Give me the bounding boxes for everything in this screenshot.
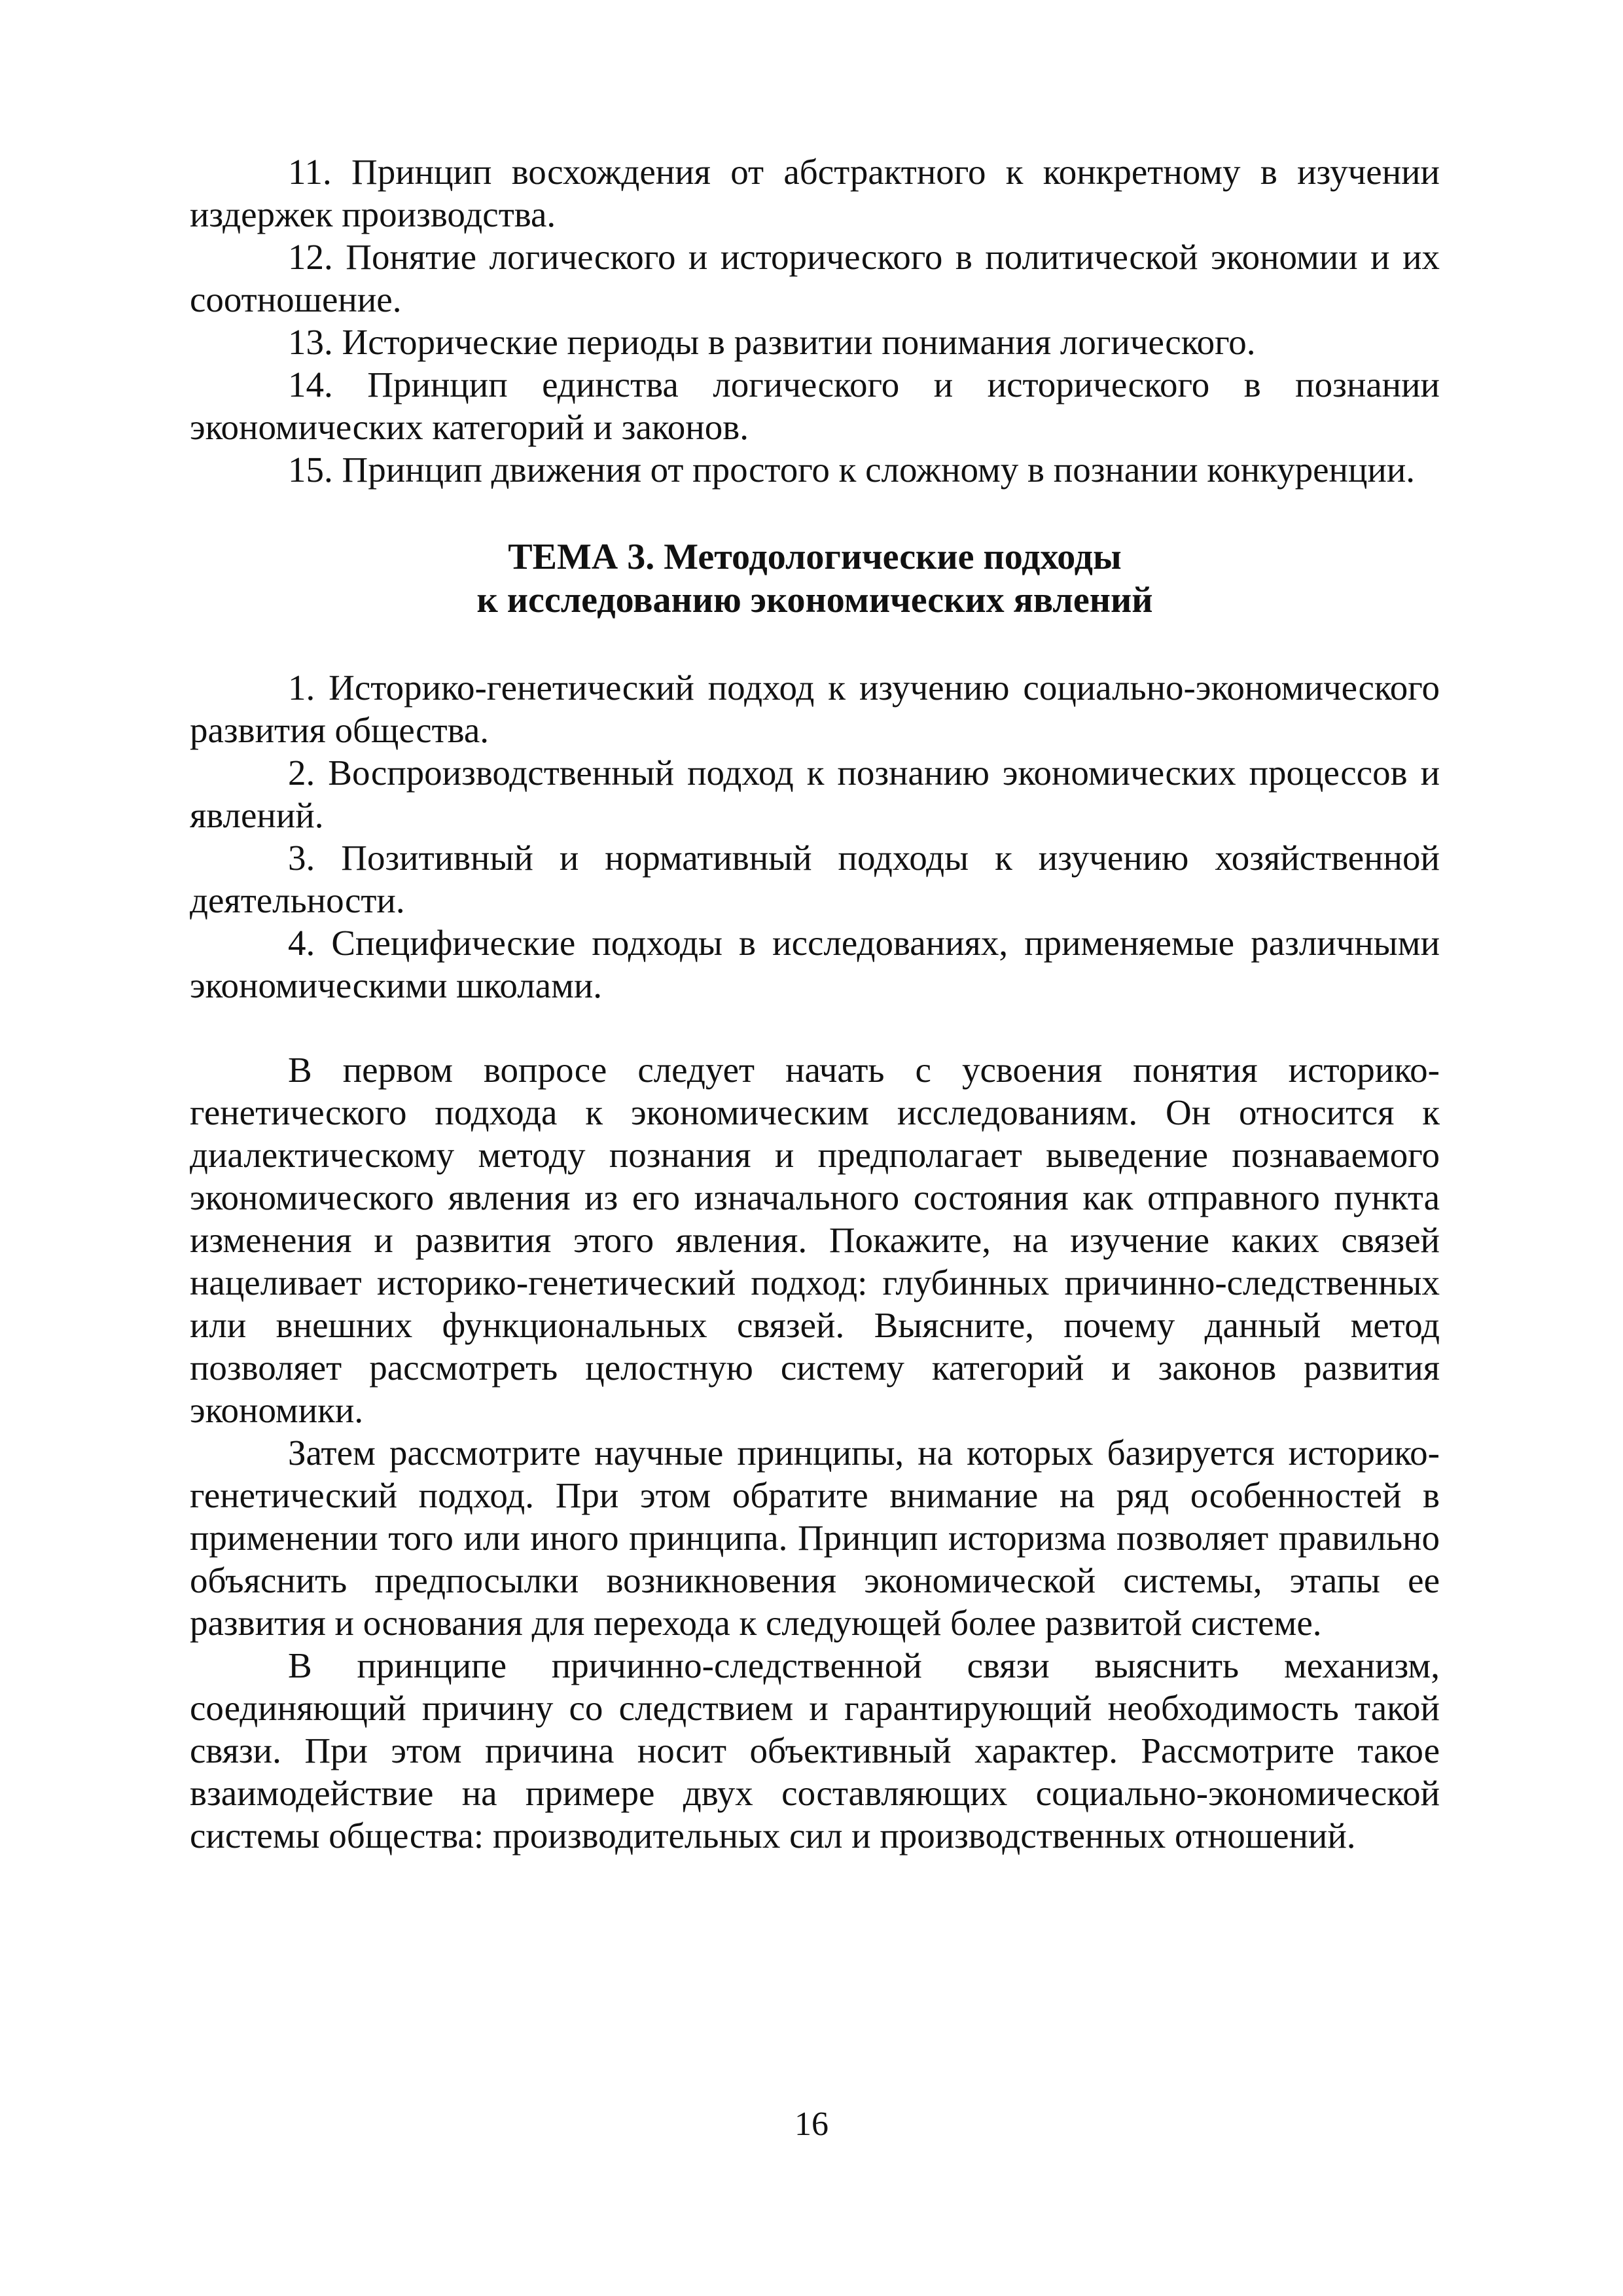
top-question-list bbox=[190, 151, 1440, 491]
list-item: 13. Исторические периоды в развитии понимания логического. bbox=[288, 322, 1256, 362]
list-item: 11. Принцип восхождения от абстрактного к конкретному в изучении издержек производства. bbox=[190, 152, 1440, 234]
list-item: 4. Специфические подходы в исследованиях, применяемые различными экономическими школами. bbox=[190, 923, 1440, 1005]
list-item: 14. Принцип единства логического и исторического в познании экономических категорий и законов. bbox=[190, 365, 1440, 447]
body-paragraph: В принципе причинно-следственной связи выяснить механизм, соединяющий причину со следствием и гарантирующий необходимость такой связи. При этом причина носит объективный характер. Рассмотрите такое взаимодействие на примере двух составляющих социально-экономической системы общества: производительных сил и производственных отношений. bbox=[190, 1645, 1440, 1856]
paragraph-gap bbox=[190, 1007, 1440, 1049]
body-text bbox=[190, 1049, 1440, 1857]
list-item: 1. Историко-генетический подход к изучению социально-экономического развития общества. bbox=[190, 668, 1440, 750]
page-content bbox=[190, 151, 1440, 1857]
list-item: 2. Воспроизводственный подход к познанию экономических процессов и явлений. bbox=[190, 753, 1440, 835]
list-item: 3. Позитивный и нормативный подходы к изучению хозяйственной деятельности. bbox=[190, 838, 1440, 920]
body-paragraph: Затем рассмотрите научные принципы, на которых базируется историко-генетический подход. При этом обратите внимание на ряд особенностей в применении того или иного принципа. Принцип историзма позволяет правильно объяснить предпосылки возникновения экономической системы, этапы ее развития и основания для перехода к следующей более развитой системе. bbox=[190, 1433, 1440, 1643]
page-number: 16 bbox=[794, 2106, 829, 2143]
body-paragraph: В первом вопросе следует начать с усвоения понятия историко-генетического подхода к экономическим исследованиям. Он относится к диалектическому методу познания и предполагает выведение познаваемого экономического явления из его изначального состояния как отправного пункта изменения и развития этого явления. Покажите, на изучение каких связей нацеливает историко-генетический подход: глубинных причинно-следственных или внешних функциональных связей. Выясните, почему данный метод позволяет рассмотреть целостную систему категорий и законов развития экономики. bbox=[190, 1050, 1440, 1430]
section-question-list bbox=[190, 666, 1440, 1007]
section-heading bbox=[190, 535, 1440, 622]
list-item: 12. Понятие логического и исторического в политической экономии и их соотношение. bbox=[190, 237, 1440, 319]
list-item: 15. Принцип движения от простого к сложному в познании конкуренции. bbox=[288, 450, 1416, 490]
section-title-line-2: к исследованию экономических явлений bbox=[476, 580, 1153, 620]
section-title-line-1: ТЕМА 3. Методологические подходы bbox=[508, 537, 1122, 577]
